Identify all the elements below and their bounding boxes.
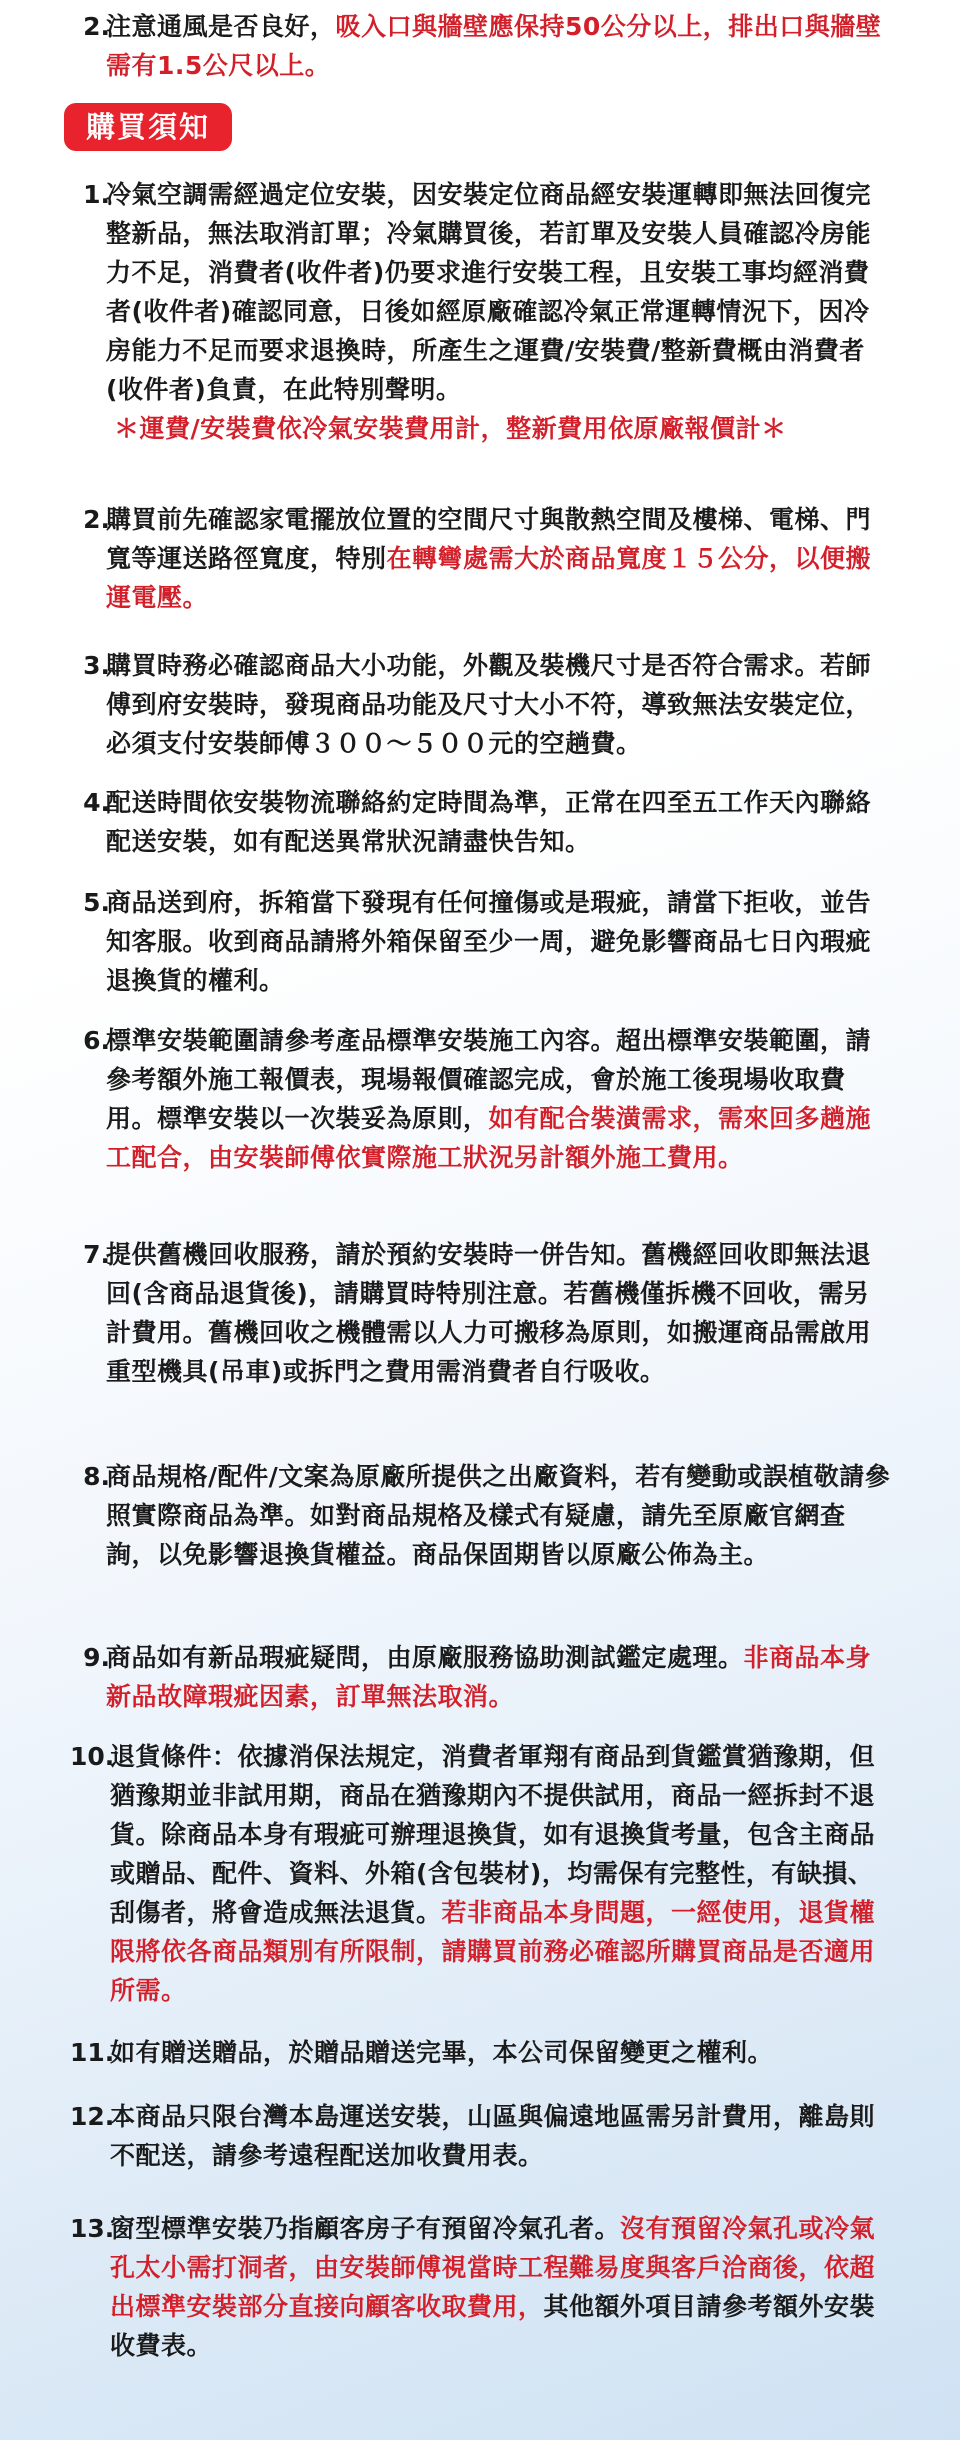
item-text xyxy=(106,7,892,85)
text-normal: 注意通風是否良好， xyxy=(106,12,336,41)
section-title-badge: 購買須知 xyxy=(64,103,232,151)
item-note: ＊運費/安裝費依冷氣安裝費用計，整新費用依原廠報價計＊ xyxy=(114,414,787,443)
item-number: 13. xyxy=(70,2214,115,2243)
text-normal: 窗型標準安裝乃指顧客房子有預留冷氣孔者。 xyxy=(110,2214,621,2243)
item-number: 6. xyxy=(83,1026,110,1055)
text-highlight: 吸入口與牆壁應保持50公分以上，排出口與牆壁需有1.5公尺以上。 xyxy=(106,12,882,80)
item-text xyxy=(106,646,892,763)
item-text xyxy=(110,2097,896,2175)
item-number: 10. xyxy=(70,1742,115,1771)
item-text xyxy=(106,500,892,617)
item-text xyxy=(110,2033,896,2072)
text-highlight: 在轉彎處需大於商品寬度１５公分，以便搬運電壓。 xyxy=(106,544,872,612)
text-highlight: 非商品本身新品故障瑕疵因素，訂單無法取消。 xyxy=(106,1643,872,1711)
item-number: 3. xyxy=(83,651,110,680)
text-normal: 標準安裝範圍請參考產品標準安裝施工內容。超出標準安裝範圍，請參考額外施工報價表，現場報價確認完成，會於施工後現場收取費用。標準安裝以一次裝妥為原則， xyxy=(106,1026,872,1133)
item-number: 7. xyxy=(83,1240,110,1269)
text-normal: 其他額外項目請參考額外安裝收費表。 xyxy=(110,2292,876,2360)
text-normal: 本商品只限台灣本島運送安裝，山區與偏遠地區需另計費用，離島則不配送，請參考遠程配送加收費用表。 xyxy=(110,2102,876,2170)
text-normal: 如有贈送贈品，於贈品贈送完畢，本公司保留變更之權利。 xyxy=(110,2038,774,2067)
text-normal: 商品規格/配件/文案為原廠所提供之出廠資料，若有變動或誤植敬請參照實際商品為準。如對商品規格及樣式有疑慮，請先至原廠官網查詢，以免影響退換貨權益。商品保固期皆以原廠公佈為主。 xyxy=(106,1462,891,1569)
item-number: 1. xyxy=(83,180,110,209)
item-number: 11. xyxy=(70,2038,115,2067)
item-number: 8. xyxy=(83,1462,110,1491)
item-text xyxy=(106,175,892,448)
text-normal: 配送時間依安裝物流聯絡約定時間為準，正常在四至五工作天內聯絡配送安裝，如有配送異常狀況請盡快告知。 xyxy=(106,788,872,856)
text-normal: 購買時務必確認商品大小功能，外觀及裝機尺寸是否符合需求。若師傅到府安裝時，發現商品功能及尺寸大小不符，導致無法安裝定位，必須支付安裝師傅３００～５００元的空趟費。 xyxy=(106,651,872,758)
text-normal: 商品如有新品瑕疵疑問，由原廠服務協助測試鑑定處理。 xyxy=(106,1643,744,1672)
item-text xyxy=(106,883,892,1000)
item-text xyxy=(106,783,892,861)
item-text xyxy=(106,1638,892,1716)
item-text xyxy=(110,2209,896,2365)
item-number: 2. xyxy=(83,12,110,41)
item-text xyxy=(106,1457,892,1574)
text-highlight: 沒有預留冷氣孔或冷氣孔太小需打洞者，由安裝師傅視當時工程難易度與客戶洽商後，依超出標準安裝部分直接向顧客收取費用， xyxy=(110,2214,876,2321)
item-number: 4. xyxy=(83,788,110,817)
item-text xyxy=(106,1235,892,1391)
text-normal: 提供舊機回收服務，請於預約安裝時一併告知。舊機經回收即無法退回(含商品退貨後)，請購買時特別注意。若舊機僅拆機不回收，需另計費用。舊機回收之機體需以人力可搬移為原則，如搬運商品需啟用重型機具(吊車)或拆門之費用需消費者自行吸收。 xyxy=(106,1240,872,1386)
text-highlight: 如有配合裝潢需求，需來回多趟施工配合，由安裝師傅依實際施工狀況另計額外施工費用。 xyxy=(106,1104,872,1172)
text-normal: 冷氣空調需經過定位安裝，因安裝定位商品經安裝運轉即無法回復完整新品，無法取消訂單；冷氣購買後，若訂單及安裝人員確認冷房能力不足，消費者(收件者)仍要求進行安裝工程，且安裝工事均經消費者(收件者)確認同意，日後如經原廠確認冷氣正常運轉情況下，因冷房能力不足而要求退換時，所產生之運費/安裝費/整新費概由消費者(收件者)負責，在此特別聲明。 xyxy=(106,180,872,404)
text-normal: 退貨條件：依據消保法規定，消費者軍翔有商品到貨鑑賞猶豫期，但猶豫期並非試用期，商品在猶豫期內不提供試用，商品一經拆封不退貨。除商品本身有瑕疵可辦理退換貨，如有退換貨考量，包含主商品或贈品、配件、資料、外箱(含包裝材)，均需保有完整性，有缺損、刮傷者，將會造成無法退貨。 xyxy=(110,1742,876,1927)
text-normal: 購買前先確認家電擺放位置的空間尺寸與散熱空間及樓梯、電梯、門寬等運送路徑寬度，特別 xyxy=(106,505,872,573)
item-text xyxy=(110,1737,896,2010)
text-normal: 商品送到府，拆箱當下發現有任何撞傷或是瑕疵，請當下拒收，並告知客服。收到商品請將外箱保留至少一周，避免影響商品七日內瑕疵退換貨的權利。 xyxy=(106,888,872,995)
item-number: 9. xyxy=(83,1643,110,1672)
item-number: 12. xyxy=(70,2102,115,2131)
item-text xyxy=(106,1021,892,1177)
item-number: 5. xyxy=(83,888,110,917)
item-number: 2. xyxy=(83,505,110,534)
text-highlight: 若非商品本身問題，一經使用，退貨權限將依各商品類別有所限制，請購買前務必確認所購買商品是否適用所需。 xyxy=(110,1898,876,2005)
